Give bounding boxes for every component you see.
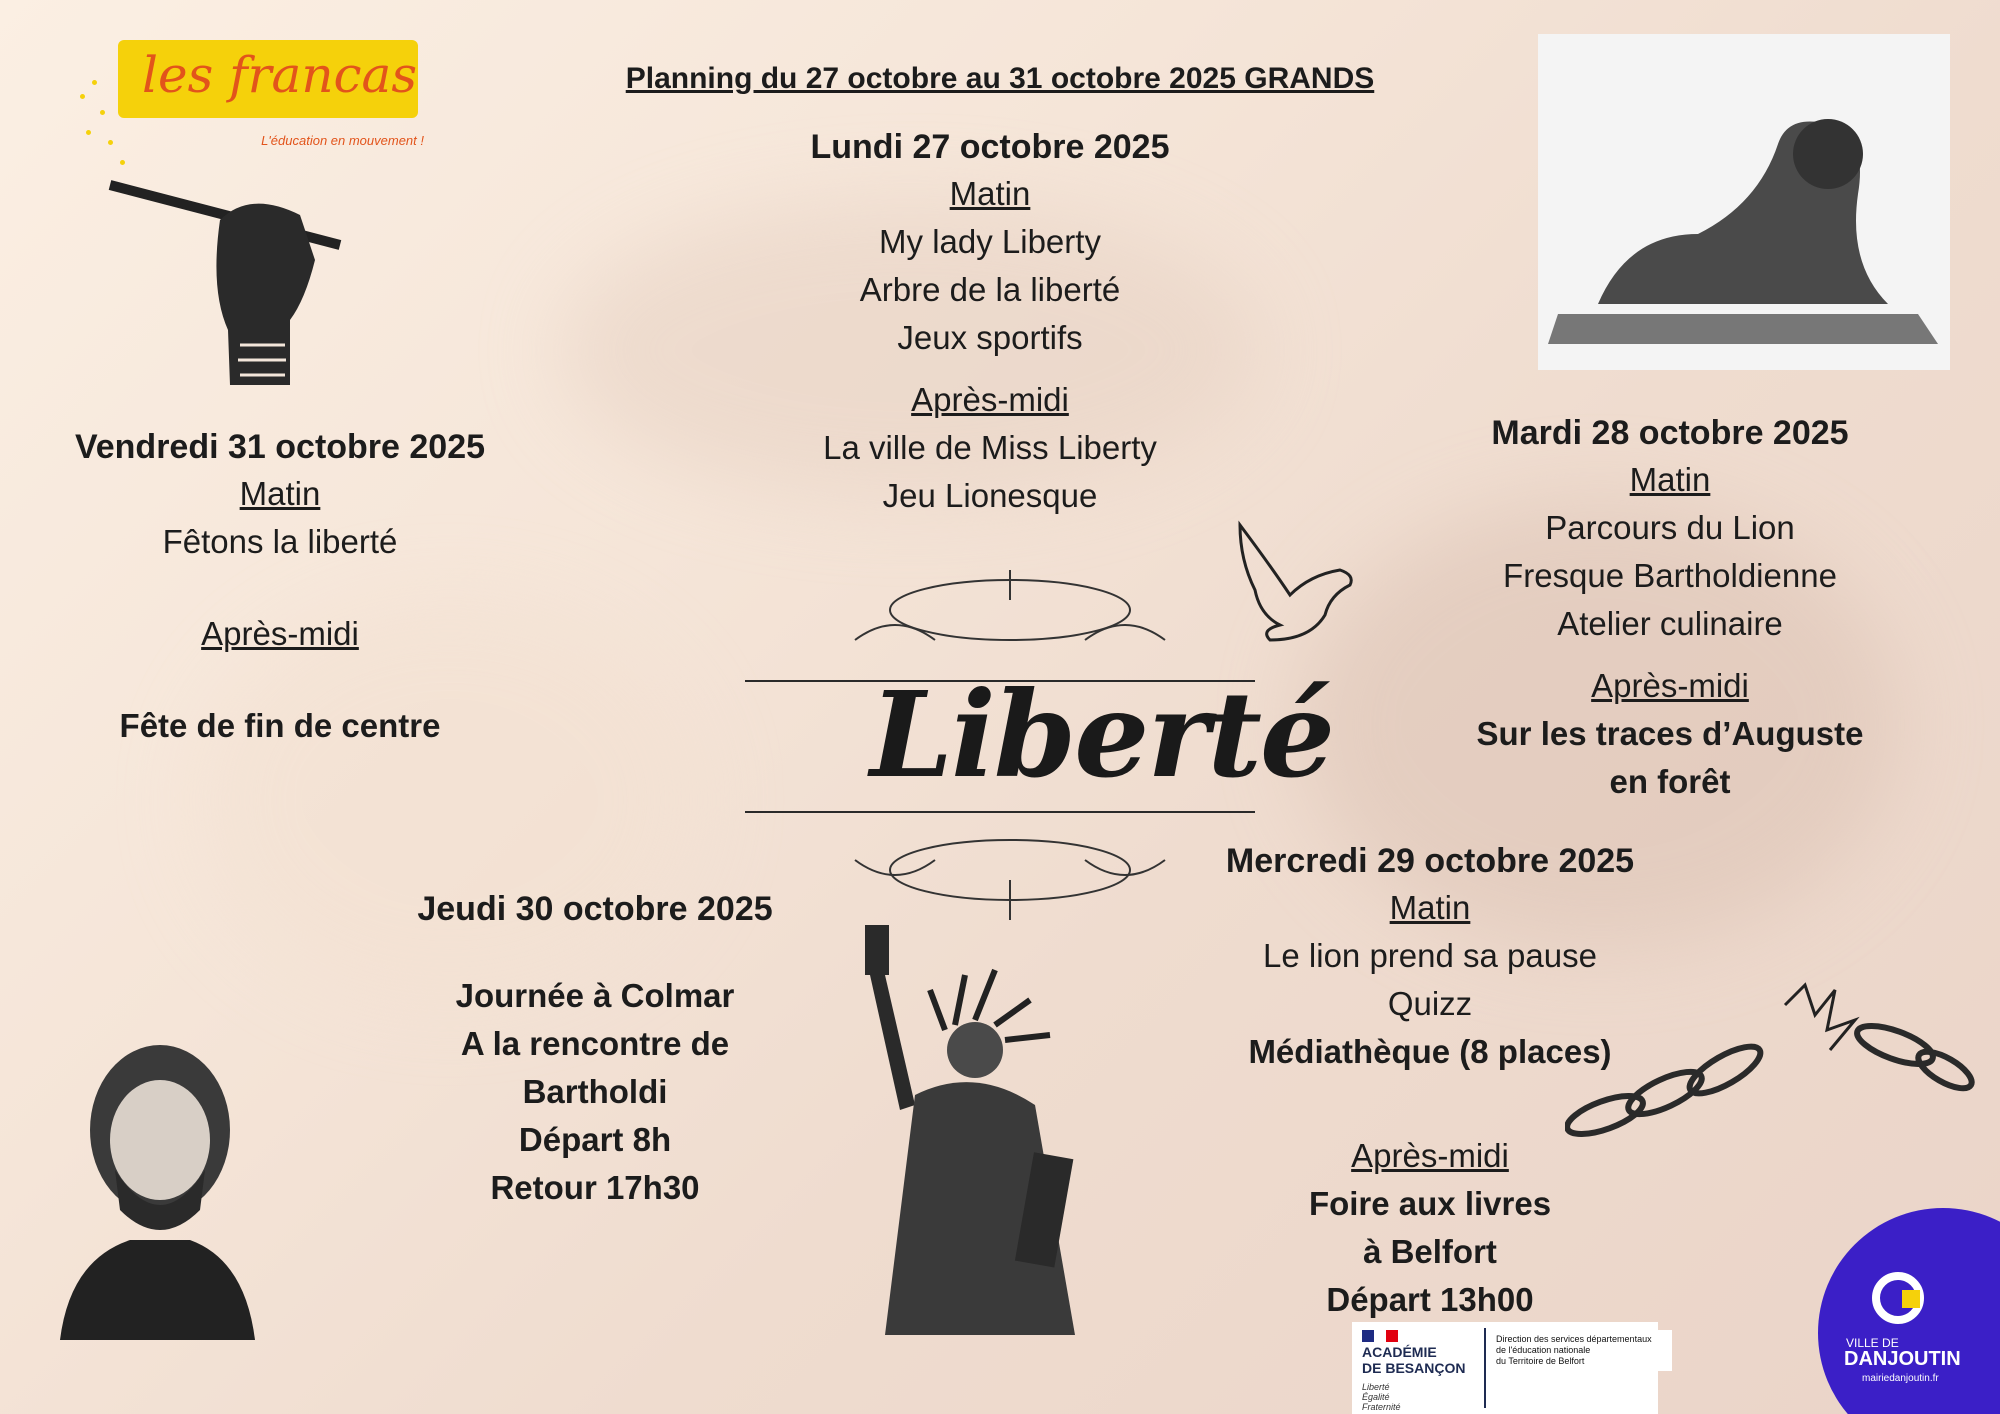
ville-name: DANJOUTIN	[1844, 1348, 1961, 1370]
tuesday-afternoon-label: Après-midi	[1591, 667, 1749, 704]
tuesday-title: Mardi 28 octobre 2025	[1491, 414, 1849, 452]
motto-line: Égalité	[1362, 1392, 1390, 1402]
broken-chain-icon	[1565, 975, 1975, 1145]
wednesday-title: Mercredi 29 octobre 2025	[1225, 842, 1635, 880]
francas-tagline: L'éducation en mouvement !	[261, 133, 424, 148]
thursday-block	[370, 890, 820, 1217]
dove-icon	[1230, 515, 1360, 650]
academie-name-line: ACADÉMIE	[1362, 1344, 1437, 1360]
wednesday-afternoon-item: Foire aux livres	[1308, 1185, 1552, 1222]
lion-image	[1538, 34, 1950, 370]
wednesday-morning-item: Quizz	[1387, 985, 1473, 1022]
monday-morning-item: My lady Liberty	[879, 223, 1101, 260]
academie-name	[1362, 1344, 1465, 1376]
tuesday-morning-item: Parcours du Lion	[1545, 509, 1795, 546]
tuesday-morning-item: Fresque Bartholdienne	[1503, 557, 1837, 594]
ville-website: mairiedanjoutin.fr	[1862, 1373, 1939, 1384]
thursday-line: Retour 17h30	[490, 1169, 700, 1206]
thursday-line: Journée à Colmar	[455, 977, 735, 1014]
monday-block	[700, 128, 1280, 525]
friday-morning-label: Matin	[239, 475, 321, 512]
monday-morning-label: Matin	[949, 175, 1031, 212]
friday-morning-item: Fêtons la liberté	[162, 523, 398, 560]
ville-prefix: VILLE DE	[1846, 1336, 1899, 1350]
monday-morning-item: Arbre de la liberté	[859, 271, 1121, 308]
tuesday-afternoon-item: Sur les traces d’Auguste	[1476, 715, 1864, 752]
friday-afternoon-label: Après-midi	[201, 615, 359, 652]
thursday-line: Départ 8h	[518, 1121, 672, 1158]
monday-afternoon-item: Jeu Lionesque	[882, 477, 1098, 514]
motto-line: Liberté	[1362, 1382, 1390, 1392]
bartholdi-portrait-icon	[50, 1040, 260, 1340]
fist-pen-icon	[100, 170, 350, 390]
francas-logo-text: les francas	[142, 46, 418, 104]
thursday-title: Jeudi 30 octobre 2025	[417, 890, 773, 928]
danjoutin-d-icon	[1868, 1268, 1928, 1328]
tuesday-morning-item: Atelier culinaire	[1557, 605, 1783, 642]
divider-bottom	[745, 811, 1255, 813]
wednesday-morning-label: Matin	[1389, 889, 1471, 926]
monday-title: Lundi 27 octobre 2025	[810, 128, 1170, 166]
dsden-line: de l'éducation nationale	[1496, 1345, 1591, 1355]
dsden-text	[1490, 1330, 1672, 1371]
republic-motto	[1362, 1382, 1401, 1412]
monday-afternoon-item: La ville de Miss Liberty	[823, 429, 1157, 466]
dsden-line: du Territoire de Belfort	[1496, 1356, 1585, 1366]
friday-title: Vendredi 31 octobre 2025	[74, 428, 486, 466]
wednesday-afternoon-label: Après-midi	[1351, 1137, 1509, 1174]
friday-afternoon-item: Fête de fin de centre	[119, 707, 441, 744]
monday-morning-item: Jeux sportifs	[897, 319, 1083, 356]
francas-logo	[118, 40, 424, 148]
statue-of-liberty-icon	[845, 915, 1135, 1335]
wednesday-morning-bold-item: Médiathèque (8 places)	[1248, 1033, 1612, 1070]
tuesday-morning-label: Matin	[1629, 461, 1711, 498]
thursday-line: Bartholdi	[522, 1073, 668, 1110]
academie-separator	[1484, 1328, 1486, 1408]
academie-name-line: DE BESANÇON	[1362, 1360, 1466, 1376]
wednesday-afternoon-item: Départ 13h00	[1326, 1281, 1534, 1318]
motto-line: Fraternité	[1362, 1402, 1401, 1412]
thursday-line: A la rencontre de	[460, 1025, 730, 1062]
wednesday-morning-item: Le lion prend sa pause	[1263, 937, 1597, 974]
danjoutin-logo	[1818, 1208, 2000, 1414]
wednesday-afternoon-item: à Belfort	[1363, 1233, 1497, 1270]
page-title: Planning du 27 octobre au 31 octobre 2025 GRANDS	[625, 62, 1375, 95]
marianne-flag-icon	[1362, 1330, 1398, 1342]
monday-afternoon-label: Après-midi	[911, 381, 1069, 418]
lion-icon	[1538, 34, 1950, 370]
tuesday-block	[1420, 414, 1920, 811]
dsden-line: Direction des services départementaux	[1496, 1334, 1652, 1344]
tuesday-afternoon-item: en forêt	[1609, 763, 1731, 800]
friday-block	[40, 428, 520, 755]
liberte-title: Liberté	[870, 665, 1334, 804]
